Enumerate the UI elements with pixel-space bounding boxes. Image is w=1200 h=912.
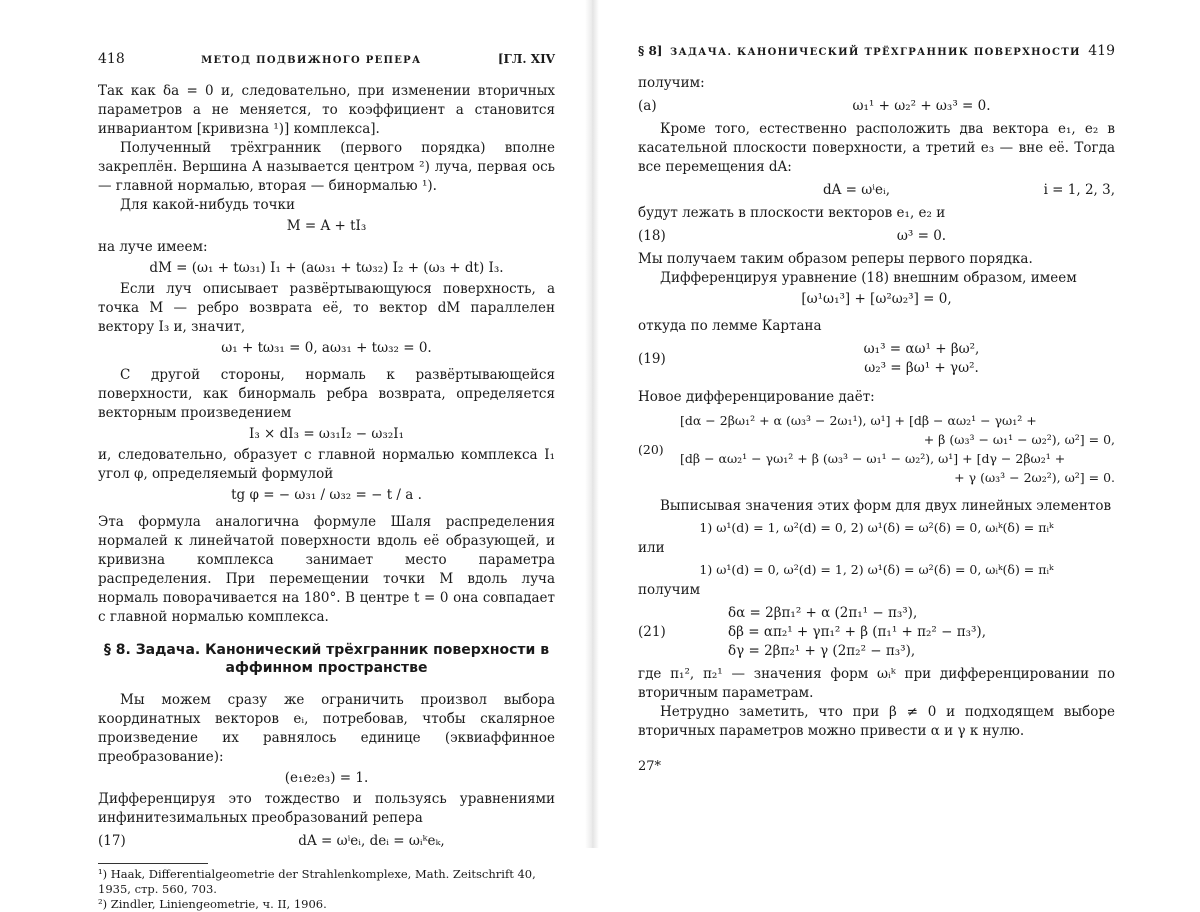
equation-label: (20) (638, 441, 664, 457)
equation: dM = (ω₁ + tω₃₁) I₁ + (aω₃₁ + tω₃₂) I₂ + (ω₃ + dt) I₃. (149, 260, 504, 276)
equation: dA = ωⁱeᵢ, deᵢ = ωᵢᵏeₖ, (298, 833, 445, 849)
equation-label: (19) (638, 350, 666, 367)
paragraph: Если луч описывает развёртывающуюся поверхность, а точка M — ребро возврата её, то вектор dM параллелен вектору I₃ и, значит, (98, 281, 555, 335)
equation: [dα − 2βω₁² + α (ω₃³ − 2ω₁¹), ω¹] + [dβ − αω₂¹ − γω₁² + (680, 413, 1037, 428)
left-chapter-mark: [ГЛ. XIV (497, 52, 555, 66)
equation: + β (ω₃³ − ω₁¹ − ω₂²), ω²] = 0, (923, 432, 1115, 447)
equation: ω₁ + tω₃₁ = 0, aω₃₁ + tω₃₂ = 0. (221, 340, 432, 356)
equation: δα = 2βπ₁² + α (2π₁¹ − π₃³), (728, 605, 918, 621)
equation: I₃ × dI₃ = ω₃₁I₂ − ω₃₂I₁ (249, 426, 404, 442)
equation: M = A + tI₃ (286, 218, 367, 234)
equation: ω³ = 0. (896, 228, 947, 244)
paragraph: Полученный трёхгранник (первого порядка) вполне закреплён. Вершина A называется центром ²) луча, первая ось — главной нормалью, вторая — бинормалью ¹). (98, 140, 555, 194)
right-running-title: ЗАДАЧА. КАНОНИЧЕСКИЙ ТРЁХГРАННИК ПОВЕРХНОСТИ (670, 47, 1081, 58)
paragraph: Мы получаем таким образом реперы первого порядка. (638, 251, 1033, 267)
equation-dA (638, 181, 1115, 200)
equation: ω₂³ = βω¹ + γω². (864, 360, 979, 376)
equation-index: i = 1, 2, 3, (1043, 182, 1115, 198)
signature-mark: 27* (638, 759, 662, 774)
paragraph: Так как δa = 0 и, следовательно, при изменении вторичных параметров a не меняется, то коэффициент a становится инвариантом [кривизна ¹)] комплекса]. (98, 83, 555, 137)
paragraph: Нетрудно заметить, что при β ≠ 0 и подходящем выборе вторичных параметров можно привести α и γ к нулю. (638, 704, 1115, 739)
equation: (e₁e₂e₃) = 1. (284, 770, 369, 786)
equation: δγ = 2βπ₂¹ + γ (2π₂² − π₃³), (728, 643, 916, 659)
left-running-title: МЕТОД ПОДВИЖНОГО РЕПЕРА (201, 55, 422, 66)
equation-a (638, 97, 1115, 116)
equation: ω₁³ = αω¹ + βω², (863, 341, 980, 357)
right-page (600, 0, 1200, 848)
paragraph: откуда по лемме Картана (638, 318, 822, 334)
equation: dA = ωⁱeᵢ, (822, 182, 890, 198)
paragraph: получим: (638, 75, 705, 91)
paragraph: Новое дифференцирование даёт: (638, 389, 875, 405)
paragraph: Дифференцируя уравнение (18) внешним образом, имеем (660, 270, 1077, 286)
footnote-rule (98, 863, 208, 864)
left-page (0, 0, 590, 911)
equation: 1) ω¹(d) = 1, ω²(d) = 0, 2) ω¹(δ) = ω²(δ) = 0, ωᵢᵏ(δ) = πᵢᵏ (699, 520, 1054, 535)
footnote: ²) Zindler, Liniengeometrie, ч. II, 1906. (98, 897, 327, 911)
equation: δβ = απ₂¹ + γπ₁² + β (π₁¹ + π₂² − π₃³), (728, 624, 986, 640)
paragraph: Выписывая значения этих форм для двух линейных элементов (660, 498, 1112, 514)
equation: 1) ω¹(d) = 0, ω²(d) = 1, 2) ω¹(δ) = ω²(δ) = 0, ωᵢᵏ(δ) = πᵢᵏ (699, 562, 1054, 577)
equation: + γ (ω₃³ − 2ω₂²), ω²] = 0. (954, 470, 1115, 485)
right-page-number: 419 (1088, 43, 1115, 59)
equation: tg φ = − ω₃₁ / ω₃₂ = − t / a . (231, 487, 422, 503)
paragraph: и, следовательно, образует с главной нормалью комплекса I₁ угол φ, определяемый формулой (98, 447, 555, 482)
equation-label: (18) (638, 228, 666, 244)
equation-17 (98, 832, 555, 851)
paragraph: будут лежать в плоскости векторов e₁, e₂ и (638, 205, 946, 221)
paragraph: Дифференцируя это тождество и пользуясь уравнениями инфинитезимальных преобразований репера (98, 791, 555, 826)
equation-18 (638, 227, 1115, 246)
paragraph: на луче имеем: (98, 239, 208, 255)
equation: ω₁¹ + ω₂² + ω₃³ = 0. (852, 98, 991, 114)
equation: [ω¹ω₁³] + [ω²ω₂³] = 0, (801, 291, 952, 307)
right-running-head (638, 42, 1115, 62)
paragraph: С другой стороны, нормаль к развёртывающейся поверхности, как бинормаль ребра возврата, определяется векторным произведением (98, 367, 555, 421)
equation: [dβ − αω₂¹ − γω₁² + β (ω₃³ − ω₁¹ − ω₂²), ω¹] + [dγ − 2βω₂¹ + (680, 451, 1066, 466)
paragraph: или (638, 540, 665, 556)
paragraph: где π₁², π₂¹ — значения форм ωᵢᵏ при дифференцировании по вторичным параметрам. (638, 666, 1115, 701)
equation-19 (638, 340, 1115, 378)
equation-label: (a) (638, 98, 657, 114)
paragraph: Эта формула аналогична формуле Шаля распределения нормалей к линейчатой поверхности вдоль её образующей, и кривизна комплекса занимает место параметра распределения. При перемещении точки M вдоль луча нормаль поворачивается на 180°. В центре t = 0 она совпадает с главной нормалью комплекса. (98, 514, 555, 625)
right-section-mark: § 8] (638, 44, 663, 58)
paragraph: Мы можем сразу же ограничить произвол выбора координатных векторов eᵢ, потребовав, чтобы скалярное произведение их равнялось единице (эквиаффинное преобразование): (98, 692, 555, 765)
equation-label: (21) (638, 624, 666, 640)
footnote: ¹) Haak, Differentialgeometrie der Strahlenkomplexe, Math. Zeitschrift 40, 1935, стр. 560, 703. (98, 867, 536, 896)
paragraph: Кроме того, естественно расположить два вектора e₁, e₂ в касательной плоскости поверхности, а третий e₃ — вне её. Тогда все перемещения dA: (638, 121, 1115, 175)
left-running-head (98, 50, 555, 70)
equation-21 (638, 604, 1115, 661)
section-heading: § 8. Задача. Канонический трёхгранник поверхности в аффинном пространстве (103, 642, 550, 676)
paragraph: Для какой-нибудь точки (120, 197, 295, 213)
equation-label: (17) (98, 833, 126, 849)
equation-20 (638, 411, 1115, 487)
left-page-number: 418 (98, 51, 125, 67)
paragraph: получим (638, 582, 701, 598)
